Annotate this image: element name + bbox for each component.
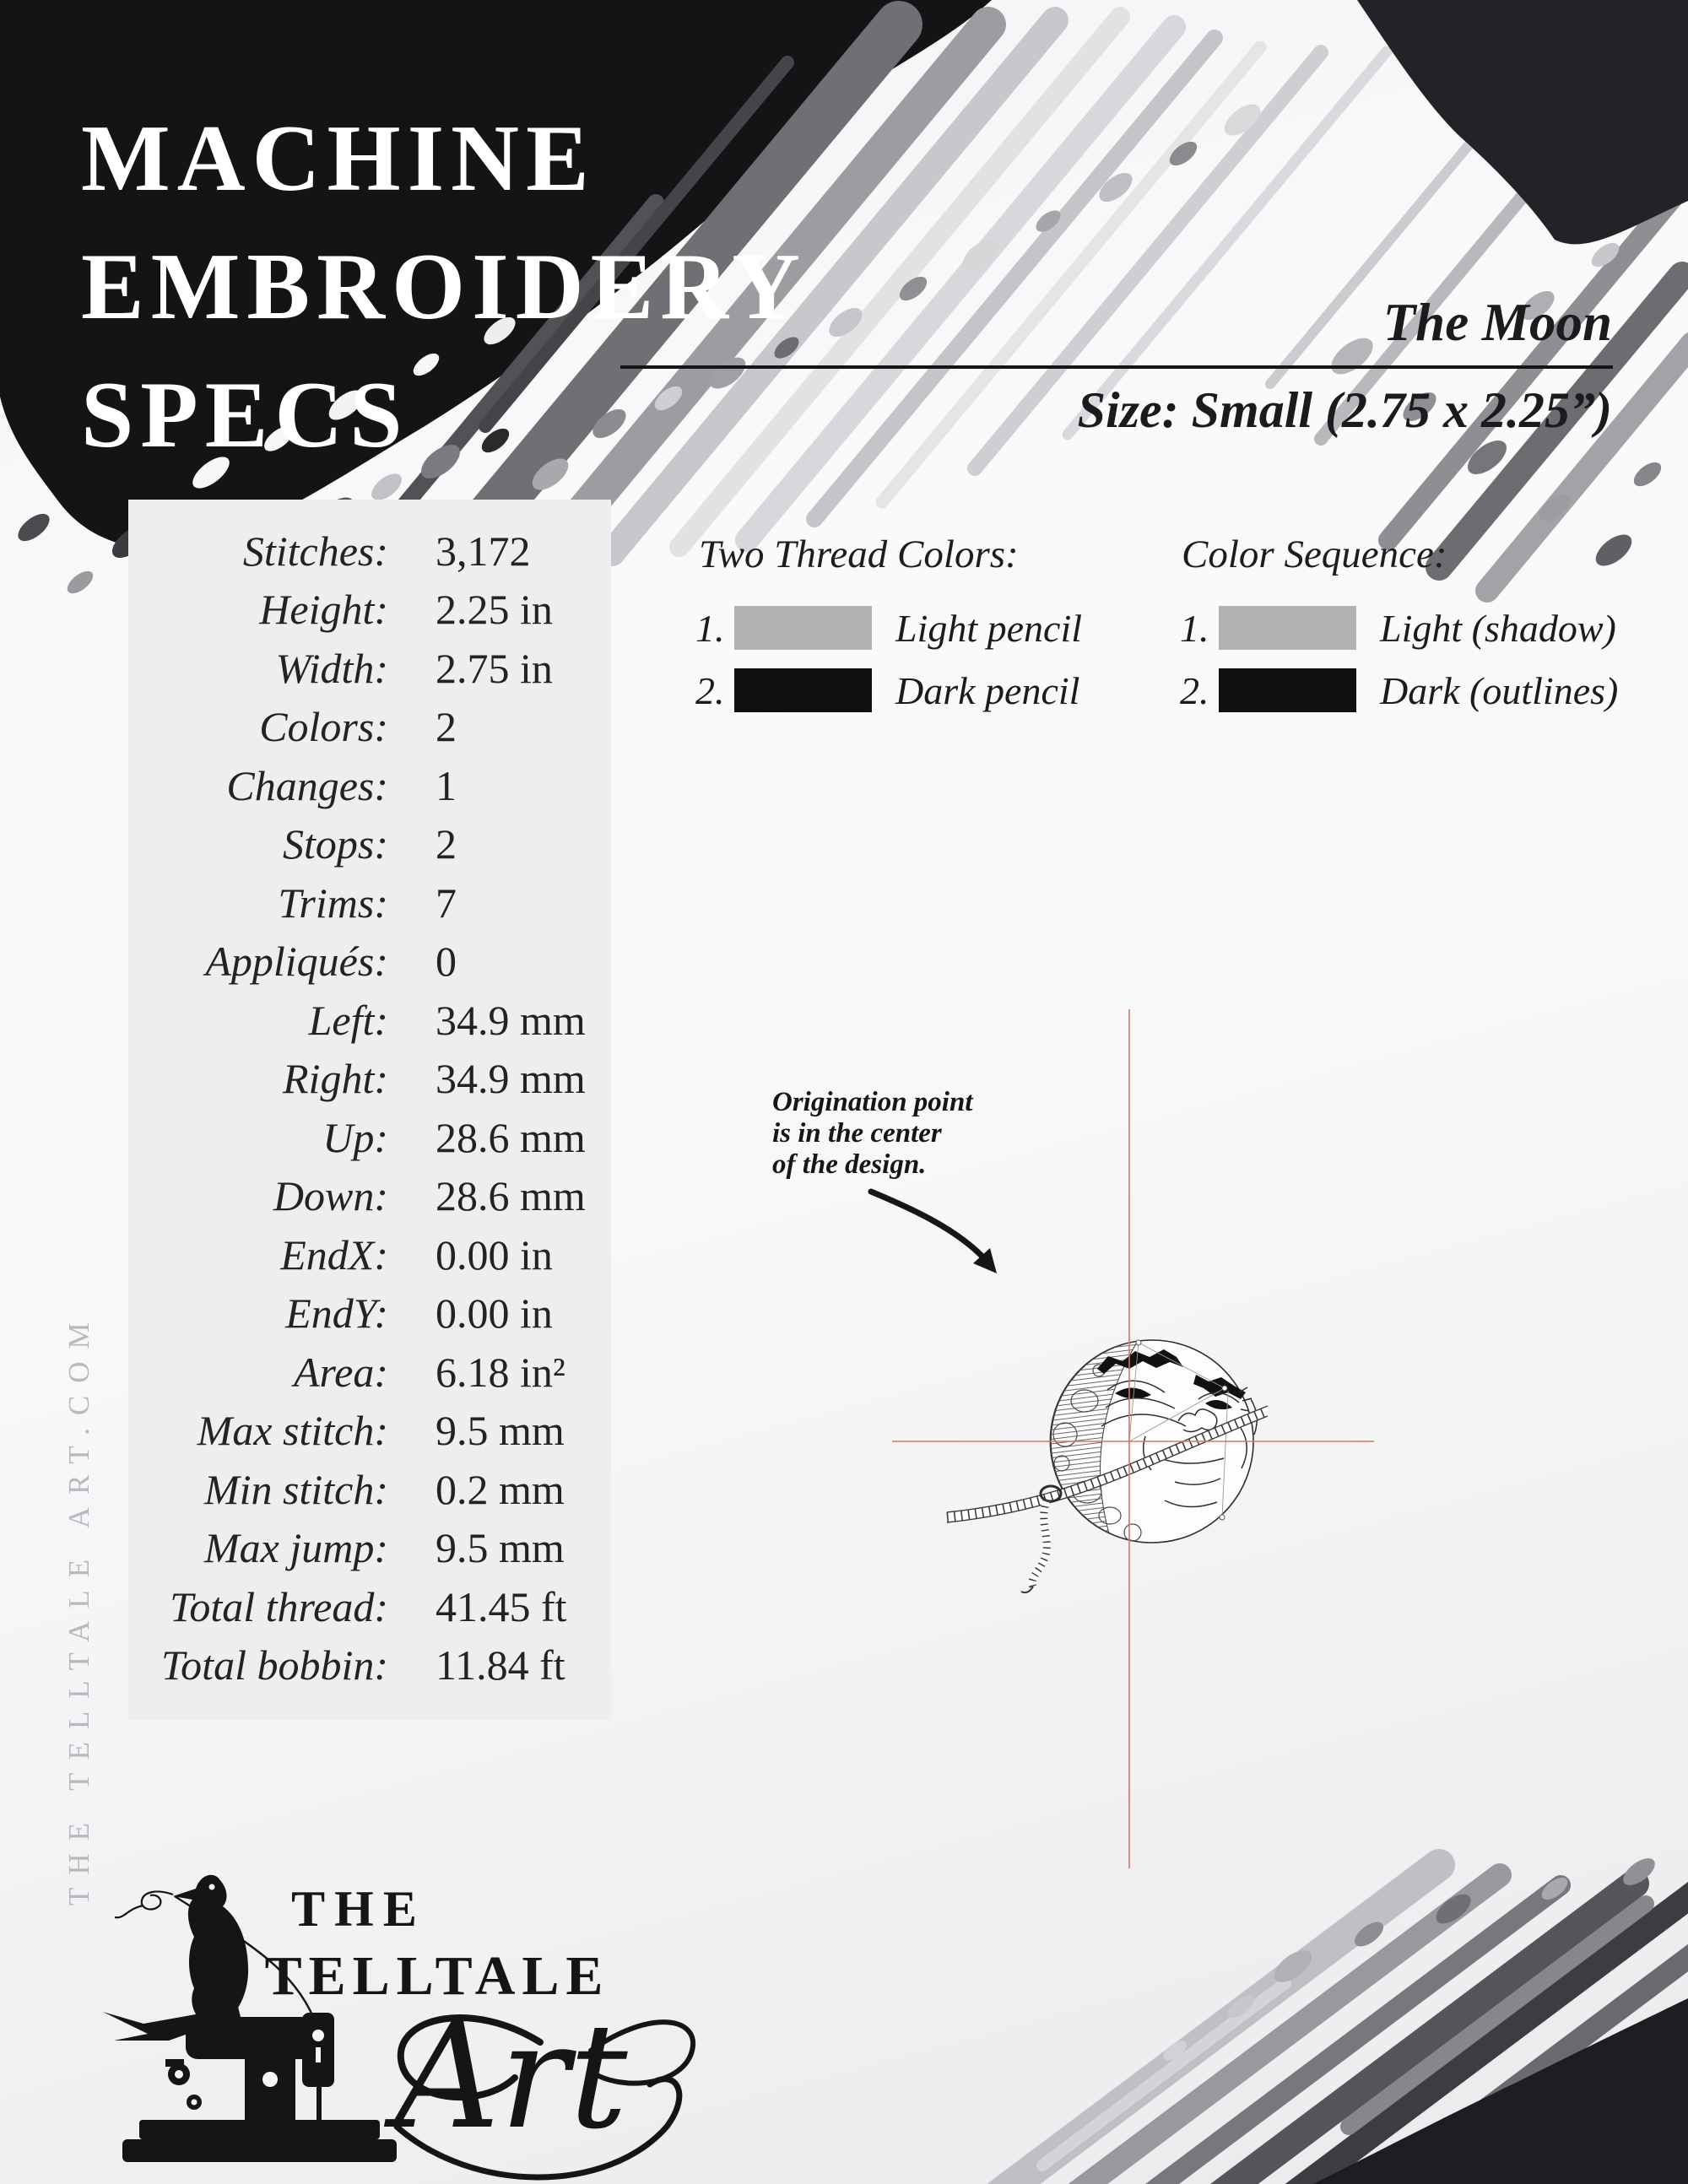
spec-label: Min stitch: [203,1465,388,1513]
spec-row [128,1519,611,1578]
website-watermark: THE TELLTALE ART.COM [62,1310,95,1906]
spec-row [128,581,611,640]
spec-value: 6.18 in² [436,1348,565,1396]
spec-row [128,1167,611,1226]
spec-label: Total bobbin: [160,1641,388,1689]
spec-row [128,1284,611,1343]
thread-color-number: 2. [695,668,725,712]
spec-row [128,756,611,815]
design-name: The Moon [1382,293,1612,352]
spec-label: EndY: [285,1289,388,1338]
spec-value: 9.5 mm [436,1407,565,1455]
thread-color-swatch-light [734,606,872,650]
thread-color-row-2 [695,667,1079,714]
thread-color-row-1 [695,604,1082,651]
spec-label: Total thread: [170,1582,388,1630]
spec-label: Right: [283,1055,388,1103]
spec-row [128,522,611,581]
thread-color-number: 1. [695,606,725,650]
spec-value: 7 [436,878,457,927]
spec-label: EndX: [280,1230,388,1279]
spec-label: Max jump: [204,1524,388,1572]
spec-row [128,1108,611,1167]
thread-color-label: Dark pencil [895,668,1080,712]
thread-colors-heading: Two Thread Colors: [699,532,1019,576]
spec-row [128,1225,611,1284]
spec-value: 2.25 in [436,586,553,634]
sequence-label: Light (shadow) [1380,606,1616,650]
spec-value: 0.00 in [436,1230,553,1279]
spec-row [128,1636,611,1695]
spec-value: 34.9 mm [436,1055,586,1103]
sequence-swatch-light [1219,606,1356,650]
page-title [81,95,807,479]
page-title-line: MACHINE [81,106,596,211]
sequence-swatch-dark [1219,668,1356,712]
spec-value: 41.45 ft [436,1582,567,1630]
sequence-number: 1. [1180,606,1209,650]
spec-value: 0 [436,938,457,986]
spec-value: 0.2 mm [436,1465,565,1513]
spec-label: Trims: [278,878,388,927]
spec-value: 2.75 in [436,644,553,692]
sequence-label: Dark (outlines) [1380,668,1619,712]
origination-note [772,1087,973,1181]
spec-label: Area: [294,1348,388,1396]
sequence-number: 2. [1180,668,1209,712]
moon-illustration [947,1340,1268,1592]
header-divider [620,365,1613,369]
page-title-line: EMBROIDERY [81,235,808,339]
spec-row [128,639,611,698]
bottom-brush-art [1000,1853,1688,2184]
origination-note-line: Origination point [772,1087,973,1117]
spec-row [128,815,611,874]
origination-note-line: of the design. [772,1149,927,1180]
spec-row [128,933,611,992]
color-sequence-heading: Color Sequence: [1182,532,1447,576]
spec-label: Width: [275,644,388,692]
spec-row [128,1343,611,1402]
specs-panel [128,500,611,1720]
spec-label: Stops: [283,820,388,868]
logo-text-telltale: TELLTALE [264,1945,610,2007]
spec-row [128,1577,611,1636]
specs-table [128,500,611,1695]
spec-value: 1 [436,761,457,809]
arrow-icon [871,1192,997,1273]
spec-value: 9.5 mm [436,1524,565,1572]
origination-note-line: is in the center [772,1118,942,1149]
spec-label: Stitches: [242,527,388,575]
spec-row [128,1402,611,1461]
spec-label: Colors: [259,703,388,751]
spec-row [128,991,611,1050]
spec-row [128,1050,611,1109]
spec-label: Left: [308,996,388,1044]
spec-label: Changes: [226,761,388,809]
spec-value: 28.6 mm [436,1172,586,1220]
spec-row [128,698,611,757]
spec-value: 0.00 in [436,1289,553,1338]
spec-row [128,1460,611,1519]
thread-color-swatch-dark [734,668,872,712]
page-title-line: SPECS [81,363,409,468]
spec-label: Down: [273,1172,388,1220]
spec-row [128,873,611,933]
spec-value: 11.84 ft [436,1641,565,1689]
thread-color-label: Light pencil [895,606,1083,650]
spec-value: 28.6 mm [436,1113,586,1161]
spec-value: 2 [436,820,457,868]
spec-label: Appliqués: [205,938,388,986]
spec-value: 34.9 mm [436,996,586,1044]
spec-label: Height: [259,586,388,634]
color-sequence-row-2 [1180,667,1618,714]
spec-value: 3,172 [436,527,531,575]
logo-text-art-script: Art [395,1992,628,2161]
spec-label: Max stitch: [197,1407,388,1455]
design-size: Size: Small (2.75 x 2.25”) [1077,382,1612,438]
color-sequence-row-1 [1180,604,1616,651]
spec-value: 2 [436,703,457,751]
spec-label: Up: [322,1113,388,1161]
logo-text-the: THE [291,1881,426,1937]
